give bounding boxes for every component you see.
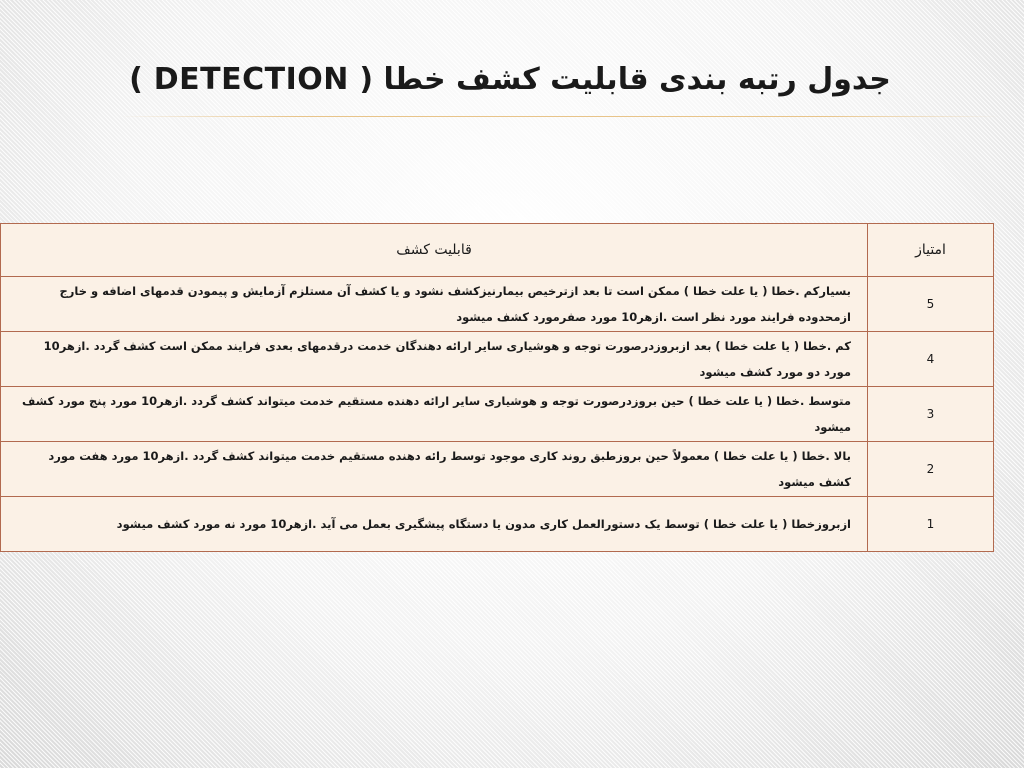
score-cell: 5 <box>868 277 994 332</box>
description-text: کم .خطا ( یا علت خطا ) بعد ازبروزدرصورت توجه و هوشیاری سایر ارائه دهندگان خدمت درقدمهای بعدی فرایند ممکن است کشف گردد .ازهر10 مورد دو مورد کشف میشود <box>43 339 851 379</box>
description-text: ازبروزخطا ( یا علت خطا ) توسط یک دستورالعمل کاری مدون یا دستگاه پیشگیری بعمل می آید .ازهر10 مورد نه مورد کشف میشود <box>116 517 851 531</box>
description-text: بالا .خطا ( یا علت خطا ) معمولاً حین بروزطبق روند کاری موجود توسط رائه دهنده مستقیم خدمت میتواند کشف گردد .ازهر10 مورد هفت مورد کشف میشود <box>48 449 851 489</box>
score-cell: 2 <box>868 442 994 497</box>
description-text: متوسط .خطا ( یا علت خطا ) حین بروزدرصورت توجه و هوشیاری سایر ارائه دهنده مستقیم خدمت میتواند کشف گردد .ازهر10 مورد پنج مورد کشف میشود <box>22 394 851 434</box>
table-row <box>1 497 994 552</box>
detection-rating-table <box>0 223 994 552</box>
score-cell: 3 <box>868 387 994 442</box>
table-header-row <box>1 224 994 277</box>
description-cell <box>1 332 868 387</box>
score-cell: 1 <box>868 497 994 552</box>
slide-title: جدول رتبه بندی قابلیت کشف خطا ( DETECTION ) <box>129 62 891 97</box>
description-cell <box>1 442 868 497</box>
table-row <box>1 442 994 497</box>
title-underline <box>120 116 1000 117</box>
score-cell: 4 <box>868 332 994 387</box>
header-capability: قابلیت کشف <box>1 224 868 277</box>
description-cell <box>1 497 868 552</box>
description-text: بسیارکم .خطا ( یا علت خطا ) ممکن است تا بعد ازترخیص بیمارنیزکشف نشود و یا کشف آن مستلزم آزمایش و پیمودن قدمهای اضافه و خارج ازمحدوده فرایند مورد نظر است .ازهر10 مورد صفرمورد کشف میشود <box>59 284 851 324</box>
table-row <box>1 277 994 332</box>
description-cell <box>1 277 868 332</box>
description-cell <box>1 387 868 442</box>
table-row <box>1 387 994 442</box>
table-row <box>1 332 994 387</box>
header-score: امتیاز <box>868 224 994 277</box>
